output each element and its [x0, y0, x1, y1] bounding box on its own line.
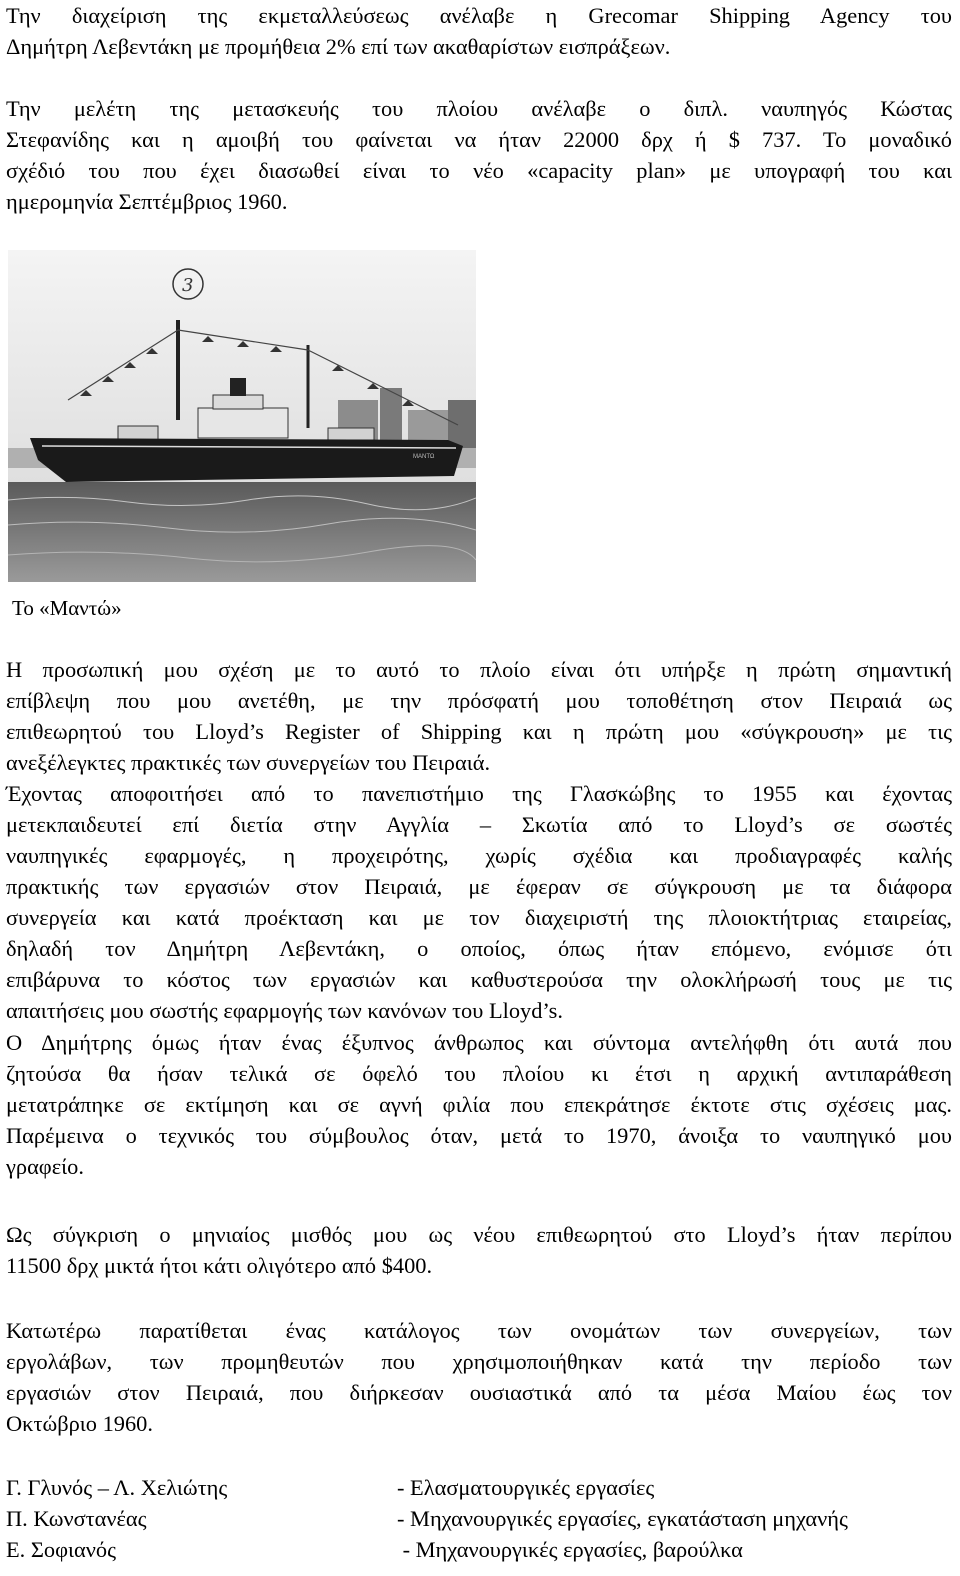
text-line: Κατωτέρω παρατίθεται ένας κατάλογος των ονομάτων των συνεργείων, των	[6, 1318, 952, 1343]
text-line: Οκτώβριο 1960.	[6, 1411, 153, 1436]
list-item	[6, 1534, 952, 1565]
text-line: Ο Δημήτρης όμως ήταν ένας έξυπνος άνθρωπος και σύντομα αντελήφθη ότι αυτά που	[6, 1030, 952, 1055]
text-line: επιβάρυνα το κόστος των εργασιών και καθυστερούσα την ολοκλήρωσή τους με τις	[6, 967, 952, 992]
paragraph-design-study	[6, 93, 952, 217]
ship-photo	[8, 250, 476, 582]
contractor-name: Π. Κωνστανέας	[6, 1506, 147, 1531]
paragraph-management	[6, 0, 952, 62]
list-item	[6, 1472, 952, 1503]
contractor-list	[6, 1472, 952, 1565]
paragraph-friendship	[6, 1027, 952, 1182]
handwritten-mark: 3	[182, 275, 194, 296]
text-line: ζητούσα θα ήσαν τελικά σε όφελό του πλοίου κι έτσι η αρχική αντιπαράθεση	[6, 1061, 952, 1086]
text-line: ημερομηνία Σεπτέμβριος 1960.	[6, 189, 288, 214]
text-line: Ως σύγκριση ο μηνιαίος μισθός μου ως νέου επιθεωρητού στο Lloyd’s ήταν περίπου	[6, 1222, 952, 1247]
text-line: εργασιών στον Πειραιά, που διήρκεσαν ουσιαστικά από τα μέσα Μαίου έως τον	[6, 1380, 952, 1405]
text-line: δηλαδή τον Δημήτρη Λεβεντάκη, ο οποίος, όπως ήταν επόμενο, ενόμισε ότι	[6, 936, 952, 961]
hull-name-label: ΜΑΝΤΩ	[413, 454, 435, 460]
text-line: Δημήτρη Λεβεντάκη με προμήθεια 2% επί των ακαθαρίστων εισπράξεων.	[6, 34, 671, 59]
contractor-work: - Μηχανουργικές εργασίες, εγκατάσταση μηχανής	[397, 1506, 848, 1531]
list-item	[6, 1503, 952, 1534]
photo-caption: Το «Μαντώ»	[12, 596, 122, 620]
text-line: ανεξέλεγκτες πρακτικές των συνεργείων του Πειραιά.	[6, 750, 491, 775]
text-line: Παρέμεινα ο τεχνικός του σύμβουλος όταν, μετά το 1970, άνοιξα το ναυπηγικό μου	[6, 1123, 952, 1148]
text-line: Την μελέτη της μετασκευής του πλοίου ανέλαβε ο διπλ. ναυπηγός Κώστας	[6, 96, 952, 121]
text-line: Στεφανίδης και η αμοιβή του φαίνεται να ήταν 22000 δρχ ή $ 737. Το μοναδικό	[6, 127, 952, 152]
contractor-name: Γ. Γλυνός – Λ. Χελιώτης	[6, 1475, 228, 1500]
text-line: ναυπηγικές εφαρμογές, η προχειρότης, χωρίς σχέδια και προδιαγραφές καλής	[6, 843, 952, 868]
text-line: μετεκπαιδευτεί επί διετία στην Αγγλία – Σκωτία από το Lloyd’s σε σωστές	[6, 812, 952, 837]
text-line: εργολάβων, των προμηθευτών που χρησιμοποιήθηκαν κατά την περίοδο των	[6, 1349, 952, 1374]
text-line: απαιτήσεις μου σωστής εφαρμογής των κανόνων του Lloyd’s.	[6, 998, 563, 1023]
paragraph-salary	[6, 1219, 952, 1281]
text-line: σχέδιό του που έχει διασωθεί είναι το νέο «capacity plan» με υπογραφή του και	[6, 158, 952, 183]
text-line: πρακτικής των εργασιών στον Πειραιά, με έφεραν σε σύγκρουση με τα διάφορα	[6, 874, 952, 899]
paragraph-background	[6, 778, 952, 1026]
text-line: 11500 δρχ μικτά ήτοι κάτι ολιγότερο από $400.	[6, 1253, 433, 1278]
text-line: επίβλεψη που μου ανετέθη, με την πρόσφατή μου τοποθέτηση στον Πειραιά ως	[6, 688, 952, 713]
text-line: Την διαχείριση της εκμεταλλεύσεως ανέλαβε η Grecomar Shipping Agency του	[6, 3, 952, 28]
text-line: γραφείο.	[6, 1154, 84, 1179]
text-line: συνεργεία και κατά προέκταση και με τον διαχειριστή της πλοιοκτήτριας εταιρείας,	[6, 905, 952, 930]
text-line: μετατράπηκε σε εκτίμηση και σε αγνή φιλία που επεκράτησε έκτοτε στις σχέσεις μας.	[6, 1092, 952, 1117]
contractor-work: - Μηχανουργικές εργασίες, βαρούλκα	[397, 1537, 743, 1562]
text-line: Έχοντας αποφοιτήσει από το πανεπιστήμιο της Γλασκώβης το 1955 και έχοντας	[6, 781, 952, 806]
contractor-work: - Ελασματουργικές εργασίες	[397, 1475, 655, 1500]
paragraph-list-intro	[6, 1315, 952, 1439]
text-line: Η προσωπική μου σχέση με το αυτό το πλοίο είναι ότι υπήρξε η πρώτη σημαντική	[6, 657, 952, 682]
paragraph-personal-relation	[6, 654, 952, 778]
text-line: επιθεωρητού του Lloyd’s Register of Shipping και η πρώτη μου «σύγκρουση» με τις	[6, 719, 952, 744]
contractor-name: Ε. Σοφιανός	[6, 1537, 116, 1562]
